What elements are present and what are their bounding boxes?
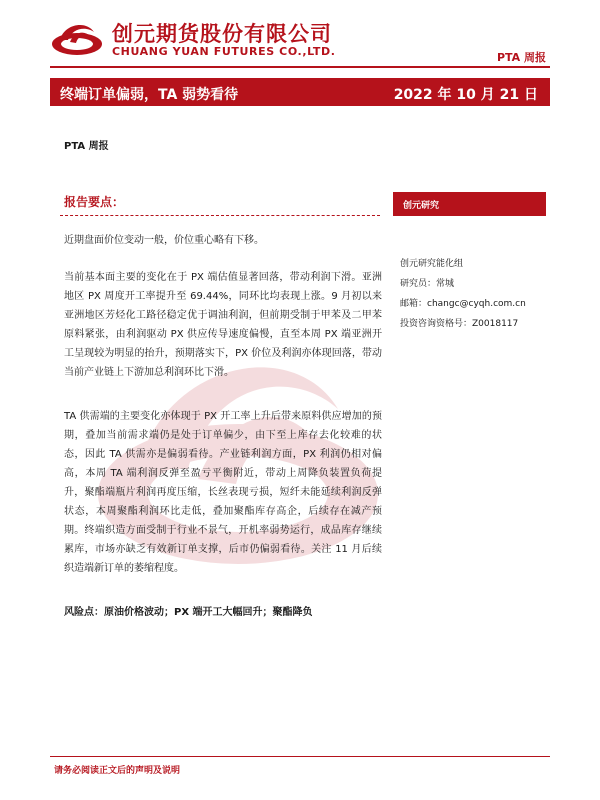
report-subheading: PTA 周报 [64,141,109,152]
report-date: 2022 年 10 月 21 日 [393,87,538,103]
company-name-cn: 创元期货股份有限公司 [112,22,332,46]
report-title: 终端订单偏弱，TA 弱势看待 [60,87,239,103]
report-header [0,0,600,70]
key-points-heading: 报告要点： [64,195,125,209]
body-paragraph-1: 当前基本面主要的变化在于 PX 端估值显著回落，带动利润下滑。亚洲地区 PX 周度开工率提升至 69.44%，同环比均表现上涨。9 月初以来亚洲地区芳烃化工路径稳定优于调油利润，但前期受制于甲苯及二甲苯原料紧张，由利润驱动 PX 供应传导速度偏慢，直至本周 PX 端亚洲开工呈现较为明显的抬升，预期落实下，PX 价位及利润亦体现回落，带动当前产业链上下游加总利润环比下滑。 [64,272,382,378]
disclaimer-note: 请务必阅读正文后的声明及说明 [54,766,181,776]
risk-points: 风险点：原油价格波动；PX 端开工大幅回升；聚酯降负 [64,607,313,618]
sidebar-header-label: 创元研究 [403,201,440,211]
report-type-label: PTA 周报 [496,51,546,64]
analyst-info [400,254,526,334]
company-name-en: CHUANG YUAN FUTURES CO.,LTD. [112,45,336,58]
title-banner [50,78,550,106]
body-paragraph-2: TA 供需端的主要变化亦体现于 PX 开工率上升后带来原料供应增加的预期，叠加当前需求端仍是处于订单偏少，由下至上库存去化较难的状态，因此 TA 供需亦是偏弱看待。产业链利润方面，PX 利润仍相对偏高，本周 TA 端利润反弹至盈亏平衡附近，带动上周降负装置负荷提升，聚酯端瓶片利润再度压缩，长丝表现亏损，短纤未能延续利润反弹状态，本周聚酯利润环比走低，叠加聚酯库存高企，后续存在减产预期。终端织造方面受制于行业不景气，开机率弱势运行，成品库存继续累库，市场亦缺乏有效新订单支撑，后市仍偏弱看待。关注 11 月后续织造端新订单的萎缩程度。 [64,411,382,574]
summary-paragraph: 近期盘面价位变动一般，价位重心略有下移。 [64,235,264,246]
header-divider [50,66,550,68]
sidebar-header [393,192,546,216]
research-group: 创元研究能化组 [400,259,464,269]
researcher-name: 研究员：常城 [400,279,455,289]
key-points-divider [60,215,380,216]
footer-divider [50,756,550,757]
license-number: 投资咨询资格号：Z0018117 [400,319,519,329]
company-logo-icon [50,18,104,58]
researcher-email: 邮箱：changc@cyqh.com.cn [400,299,526,309]
